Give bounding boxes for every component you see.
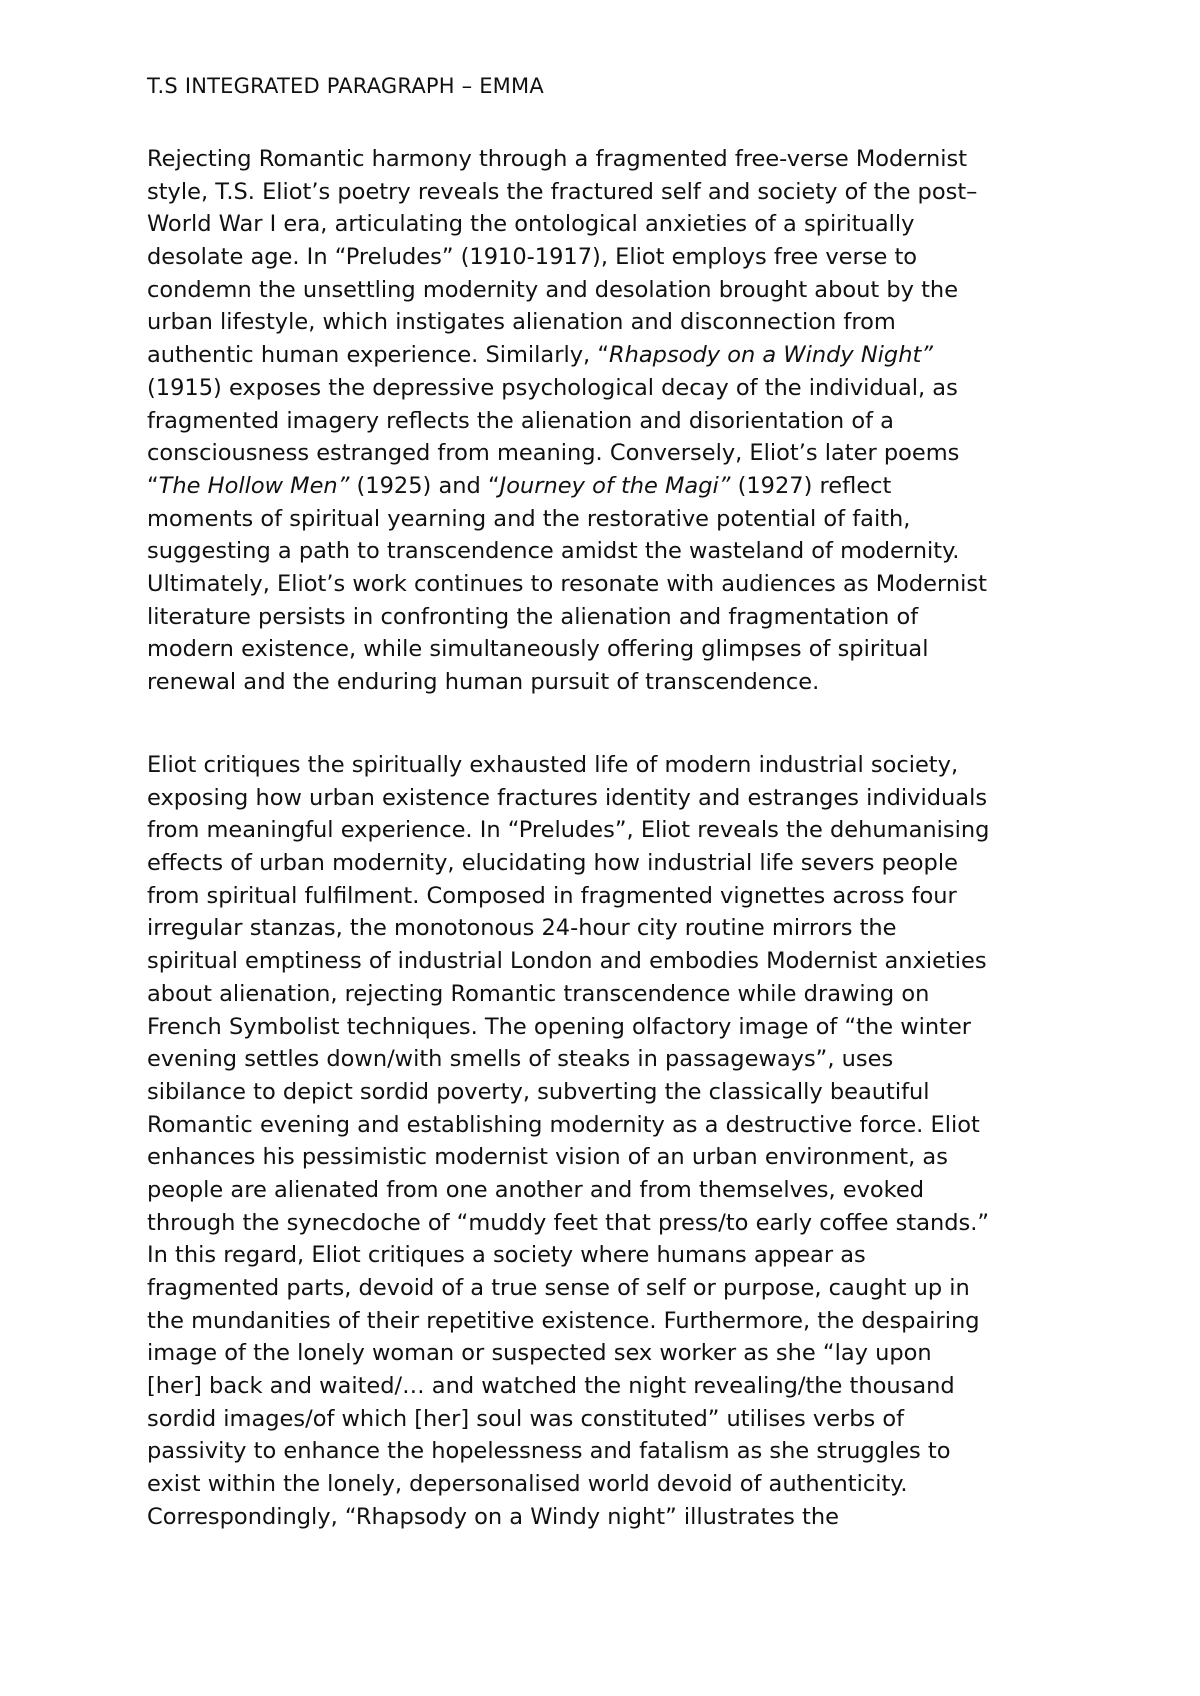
text-line: the mundanities of their repetitive existence. Furthermore, the despairing	[147, 1307, 980, 1334]
text-line: irregular stanzas, the monotonous 24-hour city routine mirrors the	[147, 915, 897, 942]
text-line: consciousness estranged from meaning. Conversely, Eliot’s later poems	[147, 440, 960, 467]
text-line: moments of spiritual yearning and the restorative potential of faith,	[147, 505, 911, 532]
text-line: spiritual emptiness of industrial London and embodies Modernist anxieties	[147, 948, 987, 975]
text-line: [her] back and waited/… and watched the night revealing/the thousand	[147, 1373, 955, 1400]
text-line: through the synecdoche of “muddy feet that press/to early coffee stands.”	[147, 1209, 990, 1236]
text-line: sibilance to depict sordid poverty, subverting the classically beautiful	[147, 1078, 930, 1105]
text-line: suggesting a path to transcendence amidst the wasteland of modernity.	[147, 538, 960, 565]
text-line: fragmented parts, devoid of a true sense of self or purpose, caught up in	[147, 1275, 970, 1301]
text-line: condemn the unsettling modernity and desolation brought about by the	[147, 276, 959, 303]
text-line: literature persists in confronting the alienation and fragmentation of	[147, 603, 919, 630]
text-line: modern existence, while simultaneously offering glimpses of spiritual	[147, 636, 929, 663]
text-line: fragmented imagery reflects the alienation and disorientation of a	[147, 407, 894, 434]
text-line: desolate age. In “Preludes” (1910-1917), Eliot employs free verse to	[147, 244, 918, 271]
text-line: passivity to enhance the hopelessness and fatalism as she struggles to	[147, 1438, 951, 1465]
text-run: (1925) and “	[349, 472, 500, 499]
text-line: urban lifestyle, which instigates alienation and disconnection from	[147, 309, 896, 336]
text-line: Eliot critiques the spiritually exhausted life of modern industrial society,	[147, 752, 959, 778]
text-line: from meaningful experience. In “Preludes”, Eliot reveals the dehumanising	[147, 817, 990, 844]
text-run: (1927) reflect	[730, 472, 892, 499]
text-run: “	[147, 472, 159, 499]
italic-title-text: Journey of the Magi”	[499, 472, 731, 499]
text-line: effects of urban modernity, elucidating how industrial life severs people	[147, 850, 958, 877]
text-line: Rejecting Romantic harmony through a fragmented free-verse Modernist	[147, 146, 968, 172]
text-line: evening settles down/with smells of steaks in passageways”, uses	[147, 1046, 894, 1073]
text-line: image of the lonely woman or suspected sex worker as she “lay upon	[147, 1340, 932, 1367]
text-line: Correspondingly, “Rhapsody on a Windy night” illustrates the	[147, 1503, 839, 1530]
italic-title-text: Rhapsody on a Windy Night”	[609, 342, 933, 369]
text-line	[147, 470, 1107, 503]
text-line: (1915) exposes the depressive psychological decay of the individual, as	[147, 374, 958, 401]
text-line: about alienation, rejecting Romantic transcendence while drawing on	[147, 980, 930, 1007]
document-title: T.S INTEGRATED PARAGRAPH – EMMA	[147, 74, 544, 98]
text-line: enhances his pessimistic modernist vision of an urban environment, as	[147, 1144, 948, 1171]
text-run: authentic human experience. Similarly, “	[147, 342, 609, 369]
text-line: exposing how urban existence fractures identity and estranges individuals	[147, 784, 988, 811]
introduction-paragraph	[147, 143, 1107, 699]
text-line: French Symbolist techniques. The opening olfactory image of “the winter	[147, 1013, 972, 1040]
italic-title-text: The Hollow Men”	[158, 472, 350, 499]
text-line: renewal and the enduring human pursuit of transcendence.	[147, 669, 820, 695]
text-line	[147, 339, 1107, 372]
text-line: from spiritual fulfilment. Composed in fragmented vignettes across four	[147, 882, 957, 909]
text-line: people are alienated from one another and from themselves, evoked	[147, 1176, 925, 1203]
text-line: sordid images/of which [her] soul was constituted” utilises verbs of	[147, 1405, 905, 1432]
text-line: In this regard, Eliot critiques a society where humans appear as	[147, 1242, 866, 1269]
text-line: exist within the lonely, depersonalised world devoid of authenticity.	[147, 1471, 908, 1498]
text-line: Romantic evening and establishing modernity as a destructive force. Eliot	[147, 1111, 980, 1138]
body-paragraph	[147, 749, 1107, 1534]
text-line: Ultimately, Eliot’s work continues to resonate with audiences as Modernist	[147, 570, 987, 597]
text-line: style, T.S. Eliot’s poetry reveals the fractured self and society of the post–	[147, 178, 978, 205]
text-line: World War I era, articulating the ontological anxieties of a spiritually	[147, 211, 915, 238]
